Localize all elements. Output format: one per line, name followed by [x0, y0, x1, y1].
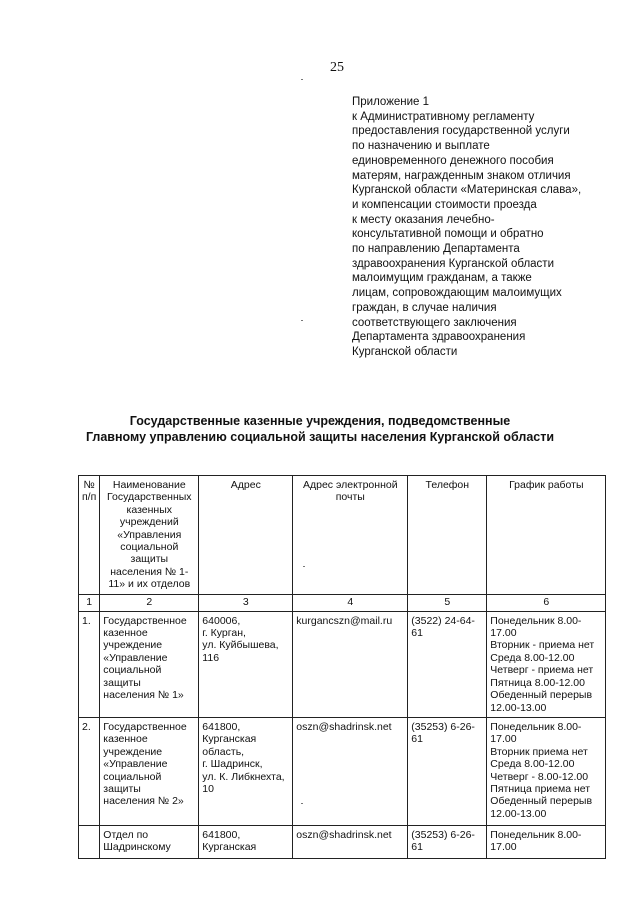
institutions-table	[78, 475, 606, 859]
cell-line: Государственное	[103, 720, 187, 733]
row-name	[100, 825, 199, 858]
column-number-row	[79, 594, 606, 611]
annex-line: лицам, сопровождающим малоимущих	[352, 287, 562, 300]
row-email	[293, 611, 408, 717]
email-text: oszn@shadrinsk.net	[296, 720, 392, 733]
header-name	[100, 476, 199, 595]
header-text: социальной	[120, 541, 179, 554]
cell-line: защиты	[103, 782, 141, 795]
annex-line: единовременного денежного пособия	[352, 154, 554, 167]
cell-line: Пятница 8.00-12.00	[490, 676, 585, 689]
header-text: «Управления	[117, 528, 182, 541]
header-text: учреждений	[119, 516, 179, 529]
annex-line: Курганской области «Материнская слава»,	[352, 184, 582, 197]
cell-line: Обеденный перерыв	[490, 795, 593, 808]
column-number: 4	[293, 594, 408, 611]
cell-line: населения № 2»	[103, 795, 184, 808]
row-schedule	[487, 825, 606, 858]
cell-line: г. Шадринск,	[202, 758, 263, 771]
scan-speck	[301, 79, 303, 80]
annex-line: здравоохранения Курганской области	[352, 257, 554, 270]
cell-line: социальной	[103, 770, 162, 783]
annex-line: и компенсации стоимости проезда	[352, 198, 537, 211]
header-num	[79, 476, 100, 595]
header-text: п/п	[82, 491, 97, 504]
annex-line: малоимущим гражданам, а также	[352, 272, 532, 285]
row-num: 2.	[79, 717, 100, 825]
annex-line: консультативной помощи и обратно	[352, 228, 544, 241]
cell-line: Вторник приема нет	[490, 745, 588, 758]
header-text: Государственных	[107, 491, 192, 504]
annex-line: Курганской области	[352, 345, 458, 358]
annex-line: соответствующего заключения	[352, 316, 517, 329]
annex-line: Департамента здравоохранения	[352, 331, 526, 344]
cell-line: учреждение	[103, 745, 163, 758]
cell-line: 641800,	[202, 720, 241, 733]
cell-line: казенное	[103, 627, 148, 640]
annex-line: по назначению и выплате	[352, 140, 490, 153]
annex-line: предоставления государственной услуги	[352, 125, 570, 138]
header-text: Наименование	[112, 479, 186, 491]
cell-line: Пятница приема нет	[490, 782, 591, 795]
row-name	[100, 717, 199, 825]
row-schedule	[487, 717, 606, 825]
row-address	[199, 825, 293, 858]
cell-line: 12.00-13.00	[490, 807, 547, 820]
cell-line: «Управление	[103, 651, 168, 664]
header-text: №	[83, 479, 95, 491]
cell-line: Государственное	[103, 614, 187, 627]
row-num	[79, 825, 100, 858]
cell-line: 61	[411, 627, 423, 640]
header-text: Телефон	[425, 479, 470, 491]
cell-line: защиты	[103, 676, 141, 689]
cell-line: учреждение	[103, 639, 163, 652]
cell-line: Отдел по	[103, 828, 149, 841]
header-email	[293, 476, 408, 595]
cell-line: Курганская	[202, 733, 257, 746]
header-text: Адрес электронной	[303, 479, 398, 491]
cell-line: «Управление	[103, 758, 168, 771]
cell-line: (3522) 24-64-	[411, 614, 475, 627]
cell-line: социальной	[103, 664, 162, 677]
row-email	[293, 717, 408, 825]
column-number: 6	[487, 594, 606, 611]
header-schedule	[487, 476, 606, 595]
column-number: 3	[199, 594, 293, 611]
cell-line: Четверг - приема нет	[490, 664, 594, 677]
table-row	[79, 717, 606, 825]
header-text: населения № 1-	[110, 565, 189, 578]
cell-line: 17.00	[490, 627, 517, 640]
cell-line: (35253) 6-26-	[411, 720, 475, 733]
row-phone	[408, 611, 487, 717]
annex-line: граждан, в случае наличия	[352, 301, 497, 314]
header-phone	[408, 476, 487, 595]
header-text: почты	[335, 491, 365, 504]
email-text: kurgancszn@mail.ru	[296, 614, 393, 627]
cell-line: Понедельник 8.00-	[490, 828, 582, 841]
email-text: oszn@shadrinsk.net	[296, 828, 392, 841]
cell-line: 641800,	[202, 828, 241, 841]
annex-line: матерям, награжденным знаком отличия	[352, 169, 571, 182]
column-number: 1	[79, 594, 100, 611]
scan-speck	[301, 320, 303, 321]
header-text: казенных	[126, 503, 173, 516]
row-email	[293, 825, 408, 858]
cell-line: Четверг - 8.00-12.00	[490, 770, 589, 783]
column-number: 5	[408, 594, 487, 611]
table-row	[79, 825, 606, 858]
page-number: 25	[330, 60, 344, 75]
cell-line: Вторник - приема нет	[490, 639, 595, 652]
cell-line: (35253) 6-26-	[411, 828, 475, 841]
scan-speck	[301, 803, 303, 804]
cell-line: Понедельник 8.00-	[490, 720, 582, 733]
cell-line: Понедельник 8.00-	[490, 614, 582, 627]
cell-line: ул. Куйбышева,	[202, 639, 279, 652]
row-phone	[408, 717, 487, 825]
title-line-2: Главному управлению социальной защиты населения Курганской области	[85, 430, 555, 444]
cell-line: 17.00	[490, 841, 517, 854]
header-text: Адрес	[230, 479, 261, 491]
table-header-row	[79, 476, 606, 595]
cell-line: 10	[202, 782, 214, 795]
cell-line: 640006,	[202, 614, 241, 627]
row-address	[199, 611, 293, 717]
annex-line: Приложение 1	[352, 96, 430, 108]
cell-line: область,	[202, 745, 245, 758]
cell-line: населения № 1»	[103, 689, 184, 702]
annex-block	[352, 95, 622, 360]
column-number: 2	[100, 594, 199, 611]
cell-line: Среда 8.00-12.00	[490, 651, 575, 664]
cell-line: г. Курган,	[202, 627, 246, 640]
cell-line: казенное	[103, 733, 148, 746]
scan-speck	[303, 566, 305, 567]
annex-line: к месту оказания лечебно-	[352, 213, 495, 226]
cell-line: 61	[411, 733, 423, 746]
title-line-1: Государственные казенные учреждения, подведомственные	[129, 414, 511, 428]
row-schedule	[487, 611, 606, 717]
cell-line: 12.00-13.00	[490, 701, 547, 714]
cell-line: 61	[411, 841, 423, 854]
cell-line: Шадринскому	[103, 841, 171, 854]
cell-line: 116	[202, 651, 220, 664]
row-name	[100, 611, 199, 717]
cell-line: Курганская	[202, 841, 257, 854]
header-text: защиты	[130, 553, 169, 566]
table-row	[79, 611, 606, 717]
header-text: 11» и их отделов	[108, 578, 191, 591]
row-num: 1.	[79, 611, 100, 717]
cell-line: ул. К. Либкнехта,	[202, 770, 285, 783]
cell-line: 17.00	[490, 733, 517, 746]
header-text: График работы	[509, 479, 584, 491]
annex-line: по направлению Департамента	[352, 243, 520, 256]
row-address	[199, 717, 293, 825]
cell-line: Среда 8.00-12.00	[490, 758, 575, 771]
annex-line: к Административному регламенту	[352, 110, 535, 123]
document-title	[40, 413, 600, 445]
row-phone	[408, 825, 487, 858]
cell-line: Обеденный перерыв	[490, 689, 593, 702]
header-address	[199, 476, 293, 595]
